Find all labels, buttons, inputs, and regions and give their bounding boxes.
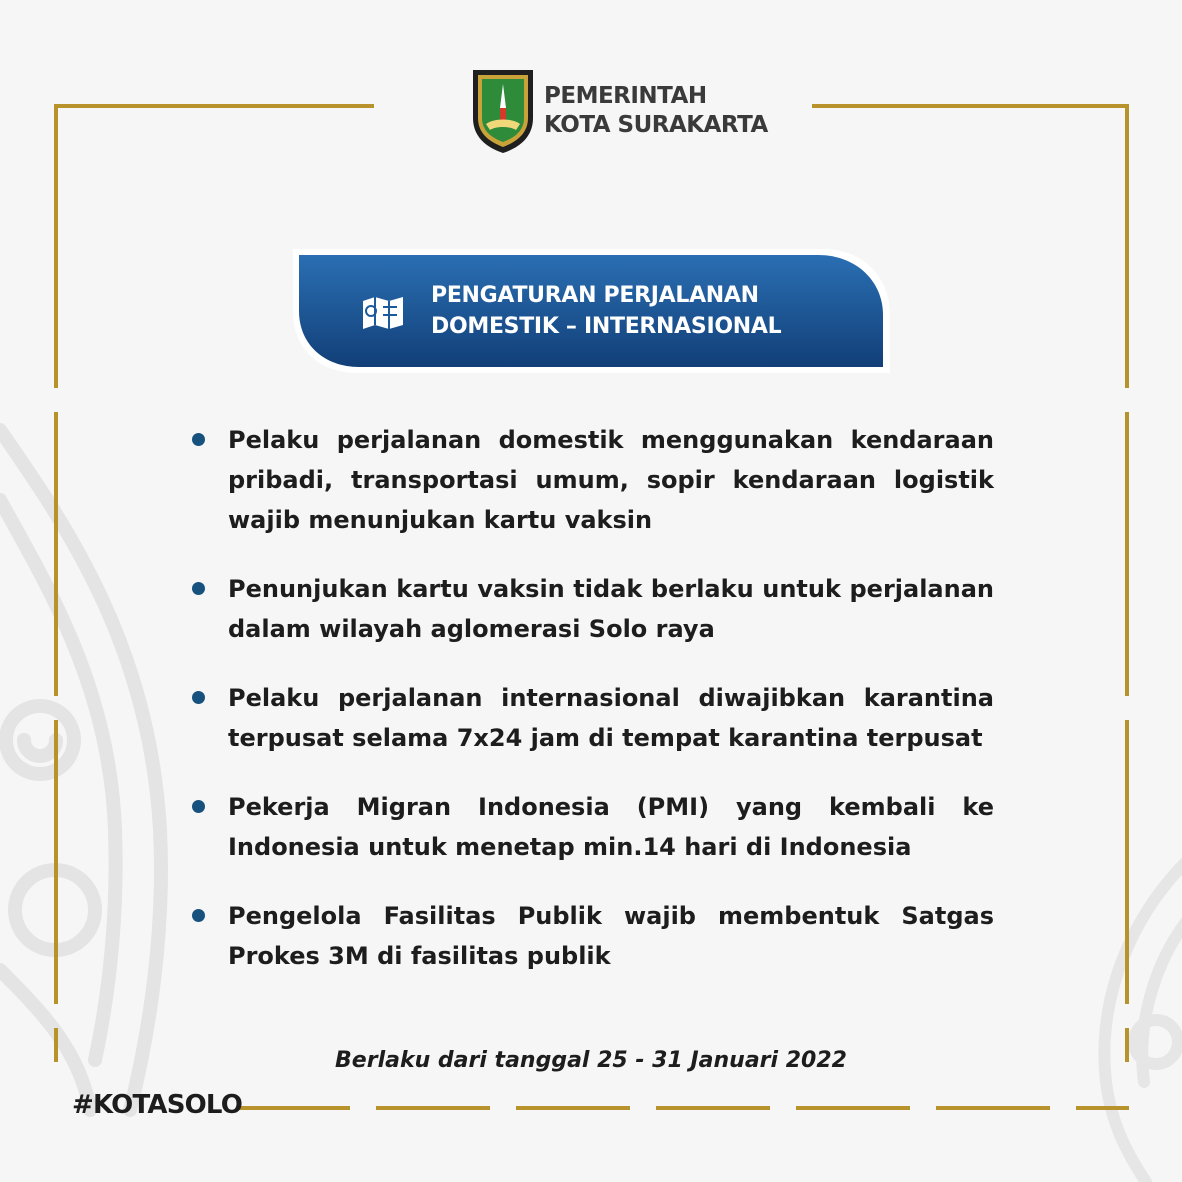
- list-item: [188, 420, 994, 540]
- map-icon: [359, 293, 407, 333]
- list-item: [188, 678, 994, 758]
- bullet-icon: [192, 691, 205, 704]
- list-item: [188, 787, 994, 867]
- rule-text: Pelaku perjalanan domestik menggunakan kendaraan pribadi, transportasi umum, sopir kendaraan logistik wajib menunjukan kartu vaksin: [228, 426, 994, 534]
- banner-title: [431, 280, 781, 342]
- bullet-icon: [192, 909, 205, 922]
- bullet-icon: [192, 433, 205, 446]
- city-crest-icon: [470, 68, 536, 154]
- org-name: [544, 82, 768, 140]
- validity-note: Berlaku dari tanggal 25 - 31 Januari 2022: [335, 1048, 847, 1073]
- bullet-icon: [192, 582, 205, 595]
- header: [470, 68, 768, 154]
- right-ornament-icon: [1066, 852, 1182, 1182]
- rule-text: Pengelola Fasilitas Publik wajib membentuk Satgas Prokes 3M di fasilitas publik: [228, 902, 994, 970]
- rule-text: Penunjukan kartu vaksin tidak berlaku untuk perjalanan dalam wilayah aglomerasi Solo raya: [228, 575, 994, 643]
- list-item: [188, 569, 994, 649]
- org-line-2: KOTA SURAKARTA: [544, 112, 768, 138]
- org-line-1: PEMERINTAH: [544, 83, 707, 109]
- hashtag: #KOTASOLO: [72, 1090, 243, 1120]
- rules-list: [188, 420, 994, 1005]
- banner-title-line-1: PENGATURAN PERJALANAN: [431, 283, 759, 308]
- bullet-icon: [192, 800, 205, 813]
- list-item: [188, 896, 994, 976]
- banner-title-line-2: DOMESTIK – INTERNASIONAL: [431, 314, 782, 339]
- rule-text: Pelaku perjalanan internasional diwajibkan karantina terpusat selama 7x24 jam di tempat karantina terpusat: [228, 684, 994, 752]
- rule-text: Pekerja Migran Indonesia (PMI) yang kembali ke Indonesia untuk menetap min.14 hari di Indonesia: [228, 793, 994, 861]
- title-banner: [293, 249, 890, 373]
